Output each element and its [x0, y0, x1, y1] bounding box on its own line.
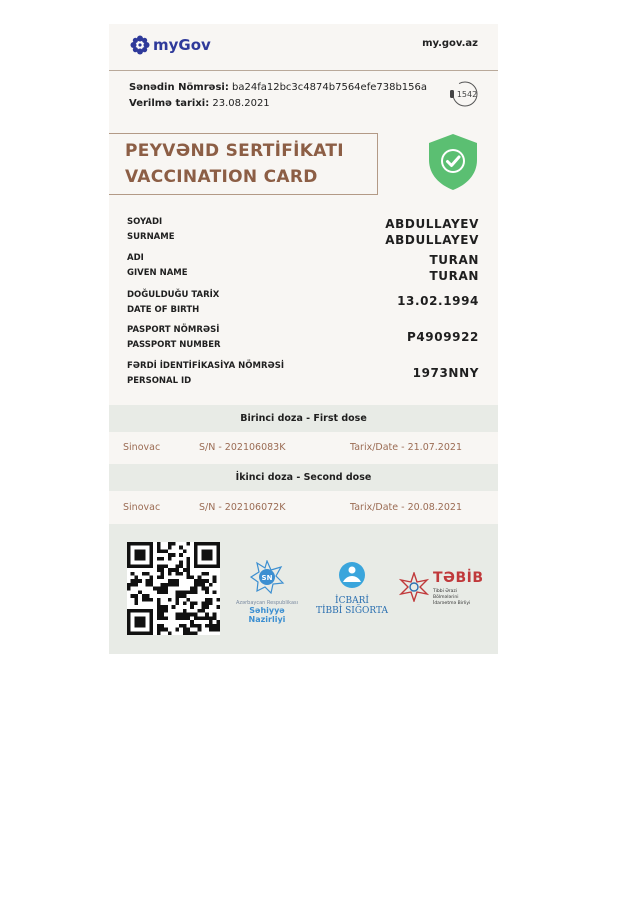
- issue-date-label: Verilmə tarixi:: [129, 98, 210, 109]
- field-value: ABDULLAYEV: [385, 233, 479, 247]
- card-footer: [109, 524, 498, 654]
- title-en: VACCINATION CARD: [125, 167, 318, 187]
- card-title-box: [109, 133, 378, 195]
- field-label-az: FƏRDİ İDENTİFİKASİYA NÖMRƏSİ: [127, 361, 284, 371]
- field-passport-number: [127, 323, 479, 353]
- insurance-emblem-icon: [311, 560, 393, 590]
- insurance-logo: [311, 560, 393, 616]
- dose-serial: S/N - 202106072K: [199, 502, 286, 513]
- title-az: PEYVƏND SERTİFİKATI: [125, 141, 344, 161]
- field-label-az: DOĞULDUĞU TARİX: [127, 290, 220, 300]
- first-dose-heading: Birinci doza - First dose: [109, 405, 498, 432]
- tabib-star-icon: [399, 572, 429, 602]
- dose-vaccine: Sinovac: [123, 442, 161, 453]
- tabib-sub-line2: İdarəetmə Birliyi: [433, 601, 471, 606]
- field-label-en: SURNAME: [127, 232, 175, 242]
- dose-vaccine: Sinovac: [123, 502, 161, 513]
- ministry-emblem-icon: [231, 560, 303, 594]
- dose-serial: S/N - 202106083K: [199, 442, 286, 453]
- issue-date: 23.08.2021: [212, 98, 270, 109]
- doc-number-label: Sənədin Nömrəsi:: [129, 82, 229, 93]
- second-dose-heading: İkinci doza - Second dose: [109, 464, 498, 491]
- doc-number: ba24fa12bc3c4874b7564efe738b156a: [232, 82, 428, 93]
- ministry-logo: [231, 560, 303, 624]
- insurance-line2: TİBBİ SIĞORTA: [315, 606, 389, 616]
- field-label-en: GIVEN NAME: [127, 268, 188, 278]
- card-header: [109, 24, 498, 71]
- site-url[interactable]: my.gov.az: [422, 38, 478, 49]
- field-date-of-birth: [127, 288, 479, 318]
- field-value: 1973NNY: [412, 366, 479, 380]
- dose-date: Tarix/Date - 21.07.2021: [350, 442, 462, 453]
- tabib-sub-line1: Tibbi Ərazi Bölmələrini: [433, 589, 459, 600]
- field-given-name: [127, 251, 479, 281]
- field-surname: [127, 215, 479, 245]
- hotline-badge-icon: [450, 79, 480, 109]
- vaccination-card: [109, 24, 498, 654]
- second-dose-row: [109, 492, 498, 524]
- svg-text:SN: SN: [261, 574, 273, 582]
- tabib-logo: [399, 570, 483, 610]
- tabib-sub: [433, 589, 483, 607]
- insurance-line1: İCBARİ: [335, 596, 369, 606]
- qr-code[interactable]: [127, 542, 220, 635]
- dose-date: Tarix/Date - 20.08.2021: [350, 502, 462, 513]
- tabib-name: TƏBİB: [433, 570, 484, 586]
- field-label-en: PASSPORT NUMBER: [127, 340, 221, 350]
- field-label-az: PASPORT NÖMRƏSİ: [127, 325, 220, 335]
- field-label-az: ADI: [127, 253, 144, 263]
- field-value: TURAN: [429, 253, 479, 267]
- field-value: ABDULLAYEV: [385, 217, 479, 231]
- field-value: TURAN: [429, 269, 479, 283]
- shield-check-icon: [426, 132, 480, 192]
- field-label-en: PERSONAL ID: [127, 376, 192, 386]
- logo-text: myGov: [153, 36, 211, 54]
- ministry-name: Səhiyyə Nazirliyi: [248, 606, 286, 624]
- badge-number: 1542: [456, 90, 478, 99]
- document-meta: [129, 80, 427, 112]
- ministry-country: Azərbaycan Respublikası: [235, 600, 299, 606]
- field-value: 13.02.1994: [397, 294, 479, 308]
- field-personal-id: [127, 359, 479, 389]
- field-label-en: DATE OF BIRTH: [127, 305, 200, 315]
- field-label-az: SOYADI: [127, 217, 163, 227]
- flower-icon: [130, 35, 150, 55]
- field-value: P4909922: [406, 330, 479, 344]
- first-dose-row: [109, 432, 498, 464]
- mygov-logo[interactable]: [130, 35, 211, 55]
